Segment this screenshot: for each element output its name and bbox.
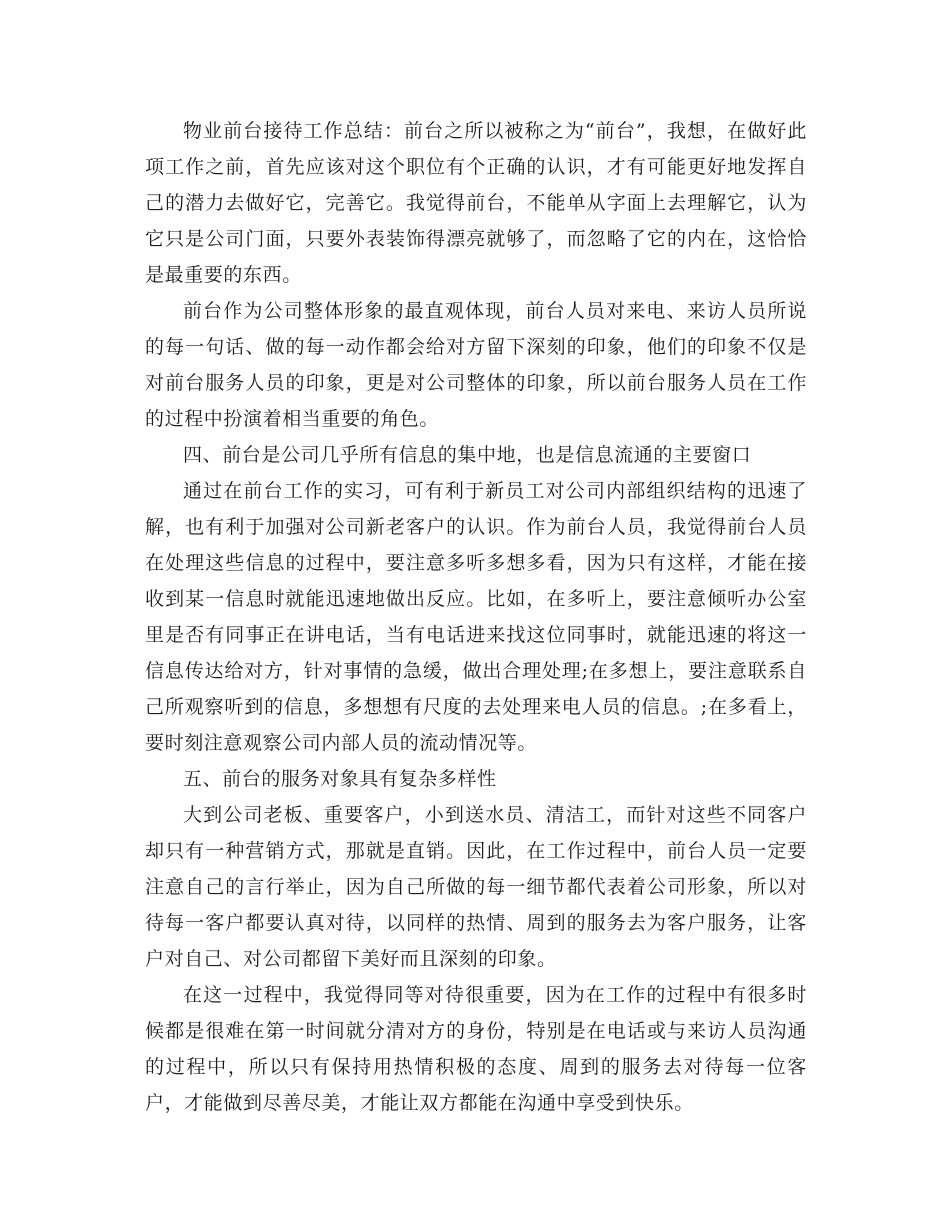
paragraph-intro: 物业前台接待工作总结：前台之所以被称之为“前台”，我想，在做好此项工作之前，首先应该对这个职位有个正确的认识，才有可能更好地发挥自己的潜力去做好它，完善它。我觉得前台，不能单从字面上去理解它，认为它只是公司门面，只要外表装饰得漂亮就够了，而忽略了它的内在，这恰恰是最重要的东西。: [145, 120, 807, 286]
section-heading-five: 五、前台的服务对象具有复杂多样性: [183, 768, 497, 790]
paragraph-service-targets: 大到公司老板、重要客户，小到送水员、清洁工，而针对这些不同客户却只有一种营销方式，那就是直销。因此，在工作过程中，前台人员一定要注意自己的言行举止，因为自己所做的每一细节都代表着公司形象，所以对待每一客户都要认真对待，以同样的热情、周到的服务去为客户服务，让客户对自己、对公司都留下美好而且深刻的印象。: [145, 804, 807, 970]
paragraph-equal-treatment: 在这一过程中，我觉得同等对待很重要，因为在工作的过程中有很多时候都是很难在第一时间就分清对方的身份，特别是在电话或与来访人员沟通的过程中，所以只有保持用热情积极的态度、周到的服务去对待每一位客户，才能做到尽善尽美，才能让双方都能在沟通中享受到快乐。: [145, 984, 807, 1114]
document-body: [145, 113, 807, 1121]
paragraph-front-desk-image: 前台作为公司整体形象的最直观体现，前台人员对来电、来访人员所说的每一句话、做的每一动作都会给对方留下深刻的印象，他们的印象不仅是对前台服务人员的印象，更是对公司整体的印象，所以前台服务人员在工作的过程中扮演着相当重要的角色。: [145, 300, 807, 430]
section-heading-four: 四、前台是公司几乎所有信息的集中地，也是信息流通的主要窗口: [183, 444, 752, 466]
paragraph-information-hub: 通过在前台工作的实习，可有利于新员工对公司内部组织结构的迅速了解，也有利于加强对公司新老客户的认识。作为前台人员，我觉得前台人员在处理这些信息的过程中，要注意多听多想多看，因为只有这样，才能在接收到某一信息时就能迅速地做出反应。比如，在多听上，要注意倾听办公室里是否有同事正在讲电话，当有电话进来找这位同事时，就能迅速的将这一信息传达给对方，针对事情的急缓，做出合理处理;在多想上，要注意联系自己所观察听到的信息，多想想有尺度的去处理来电人员的信息。;在多看上，要时刻注意观察公司内部人员的流动情况等。: [145, 480, 807, 754]
